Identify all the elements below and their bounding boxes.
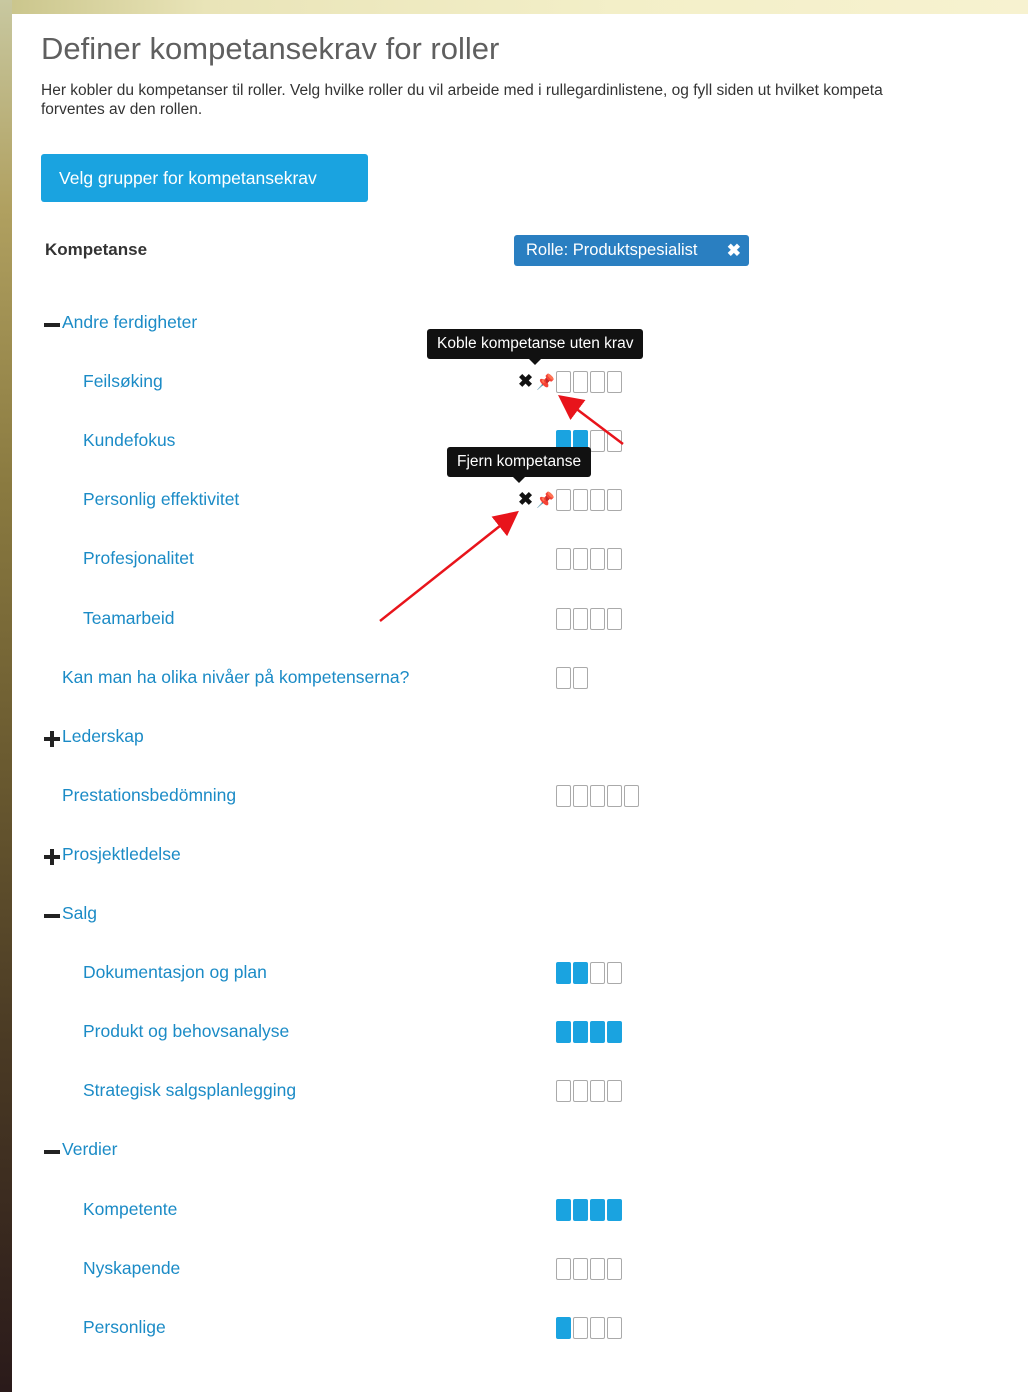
competence-label[interactable]: Dokumentasjon og plan [83,962,267,983]
level-selector [556,785,639,807]
competence-row [12,369,1028,393]
level-box[interactable] [556,962,571,984]
competence-label[interactable]: Andre ferdigheter [62,312,198,332]
collapse-icon[interactable] [43,313,61,331]
role-tag-label: Rolle: Produktspesialist [526,241,698,259]
level-box[interactable] [607,962,622,984]
level-selector [556,1080,622,1102]
level-box[interactable] [556,548,571,570]
competence-row [12,1019,1028,1043]
role-tag [514,235,749,266]
level-box[interactable] [556,1199,571,1221]
tooltip-remove-competence: Fjern kompetanse [447,447,591,477]
collapse-icon[interactable] [43,1140,61,1158]
level-box[interactable] [607,608,622,630]
level-box[interactable] [556,608,571,630]
competence-row [12,783,1028,807]
level-box[interactable] [607,1021,622,1043]
level-box[interactable] [573,1080,588,1102]
level-box[interactable] [590,548,605,570]
competence-row [12,1256,1028,1280]
collapse-icon[interactable] [43,904,61,922]
level-box[interactable] [556,489,571,511]
level-box[interactable] [573,489,588,511]
left-background-strip [0,0,12,1392]
competence-label[interactable]: Lederskap [62,725,144,746]
level-box[interactable] [607,371,622,393]
level-box[interactable] [607,1080,622,1102]
level-box[interactable] [573,962,588,984]
expand-icon[interactable] [43,845,61,863]
page-title: Definer kompetansekrav for roller [41,31,500,66]
row-actions [518,487,555,513]
level-box[interactable] [590,430,605,452]
level-box[interactable] [573,1317,588,1339]
competence-label[interactable]: Kundefokus [83,430,176,451]
competence-label[interactable]: Teamarbeid [83,607,175,628]
times-icon[interactable]: ✖ [726,241,741,260]
competence-row [12,1315,1028,1339]
tooltip-link-without-requirement: Koble kompetanse uten krav [427,329,643,359]
pin-icon[interactable]: 📌 [536,374,555,392]
level-box[interactable] [590,608,605,630]
level-box[interactable] [590,1080,605,1102]
level-box[interactable] [556,1021,571,1043]
select-groups-button[interactable]: Velg grupper for kompetansekrav [41,154,368,202]
level-selector [556,371,622,393]
level-selector [556,667,588,689]
competence-column-header: Kompetanse [45,240,148,259]
level-box[interactable] [590,489,605,511]
level-selector [556,1317,622,1339]
level-box[interactable] [556,1080,571,1102]
level-box[interactable] [590,785,605,807]
level-selector [556,489,622,511]
level-box[interactable] [590,1317,605,1339]
competence-row [12,665,1028,689]
level-box[interactable] [573,1021,588,1043]
competence-label[interactable]: Feilsøking [83,371,163,392]
annotation-arrows [12,14,1028,1392]
level-box[interactable] [556,667,571,689]
intro-line-1: Her kobler du kompetanser til roller. Velg hvilke roller du vil arbeide med i rullegardinlistene, og fyll siden ut hvilket kompeta [41,82,883,99]
level-box[interactable] [607,1199,622,1221]
competence-label[interactable]: Profesjonalitet [83,548,194,569]
group-row [12,901,1028,925]
level-box[interactable] [607,489,622,511]
competence-label[interactable]: Kompetente [83,1198,178,1219]
level-selector [556,1021,622,1043]
page-intro [41,81,1028,119]
level-box[interactable] [590,1258,605,1280]
level-box[interactable] [573,667,588,689]
group-row [12,724,1028,748]
level-box[interactable] [573,548,588,570]
level-selector [556,962,622,984]
level-box[interactable] [573,1258,588,1280]
level-box[interactable] [556,1317,571,1339]
level-box[interactable] [607,1317,622,1339]
competence-label[interactable]: Strategisk salgsplanlegging [83,1080,297,1101]
competence-row [12,487,1028,511]
level-box[interactable] [607,1258,622,1280]
level-selector [556,608,622,630]
row-actions [518,369,555,395]
remove-icon[interactable]: ✖ [518,489,534,510]
level-box[interactable] [556,371,571,393]
competence-label[interactable]: Salg [62,903,98,923]
competence-label[interactable]: Personlige [83,1316,166,1337]
expand-icon[interactable] [43,727,61,745]
competence-label[interactable]: Personlig effektivitet [83,489,240,510]
competence-label[interactable]: Kan man ha olika nivåer på kompetenserna? [62,666,410,687]
competence-row [12,1078,1028,1102]
competence-label[interactable]: Prosjektledelse [62,843,181,864]
level-box[interactable] [607,785,622,807]
level-selector [556,1258,622,1280]
competence-row [12,1197,1028,1221]
window-top-bar [0,0,1028,14]
level-selector [556,1199,622,1221]
level-box[interactable] [556,785,571,807]
main-content [12,14,1028,1392]
level-box[interactable] [573,608,588,630]
level-box[interactable] [590,1021,605,1043]
level-box[interactable] [590,1199,605,1221]
group-row [12,1137,1028,1161]
competence-label[interactable]: Prestationsbedömning [62,784,237,805]
level-box[interactable] [590,962,605,984]
competence-label[interactable]: Verdier [62,1139,118,1160]
pin-icon[interactable]: 📌 [536,492,555,510]
remove-icon[interactable]: ✖ [518,371,534,392]
level-box[interactable] [607,430,622,452]
level-box[interactable] [573,785,588,807]
level-box[interactable] [573,371,588,393]
competence-label[interactable]: Nyskapende [83,1257,181,1278]
level-box[interactable] [573,1199,588,1221]
competence-label[interactable]: Produkt og behovsanalyse [83,1021,290,1042]
group-row [12,842,1028,866]
level-box[interactable] [590,371,605,393]
intro-line-2: forventes av den rollen. [41,101,203,118]
competence-row [12,546,1028,570]
competence-row [12,606,1028,630]
level-box[interactable] [556,1258,571,1280]
level-selector [556,548,622,570]
competence-row [12,960,1028,984]
level-box[interactable] [624,785,639,807]
level-box[interactable] [607,548,622,570]
